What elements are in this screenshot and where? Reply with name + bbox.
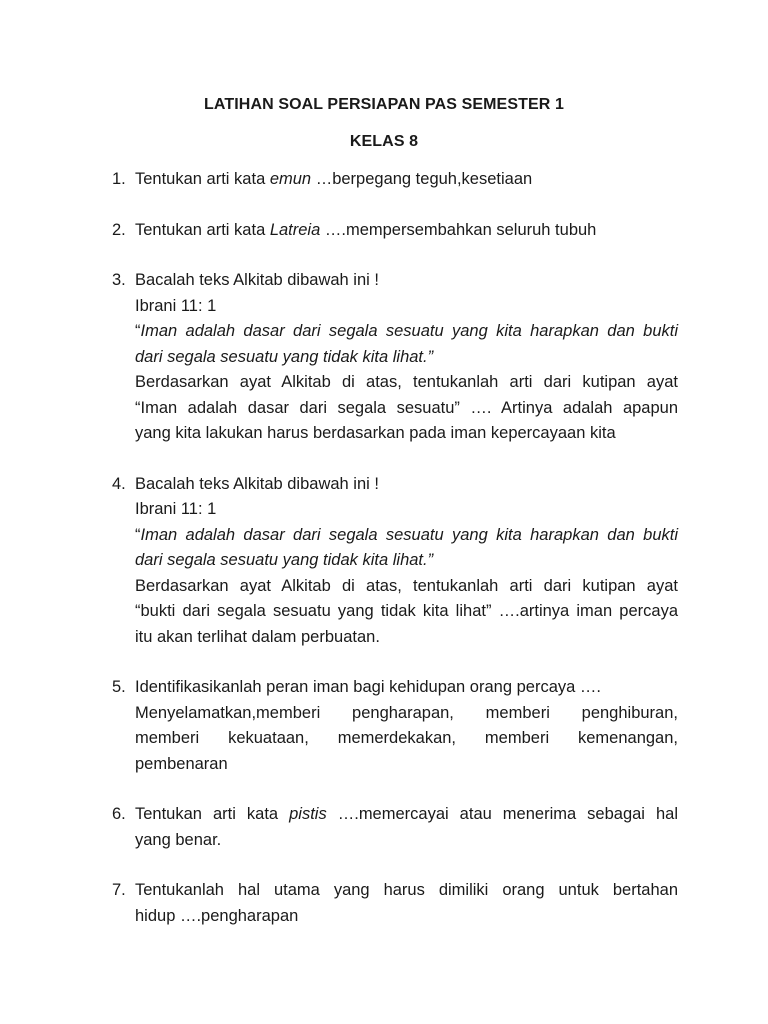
quote-mark: “ — [135, 322, 141, 340]
bible-reference: Ibrani 11: 1 — [135, 500, 217, 518]
bible-reference: Ibrani 11: 1 — [135, 296, 217, 315]
question-body-line: “Iman adalah dasar dari segala sesuatu” …. Artinya adalah apapun — [135, 398, 678, 417]
document-title: LATIHAN SOAL PERSIAPAN PAS SEMESTER 1 — [204, 96, 564, 113]
question-body-line: Berdasarkan ayat Alkitab di atas, tentukanlah arti dari kutipan ayat — [135, 576, 678, 595]
question-prefix: Tentukan arti kata — [135, 170, 270, 188]
document-class-label: KELAS 8 — [349, 133, 419, 150]
question-term: pistis — [289, 805, 327, 823]
question-answer-line: hidup ….pengharapan — [135, 906, 299, 925]
question-answer-line: Menyelamatkan,memberi pengharapan, memberi penghiburan, — [135, 703, 678, 722]
bible-quote-line — [135, 319, 678, 345]
question-number: 7. — [112, 881, 126, 899]
question-answer: ….memercayai atau menerima sebagai hal — [326, 805, 679, 823]
question-body-line: Berdasarkan ayat Alkitab di atas, tentukanlah arti dari kutipan ayat — [135, 373, 678, 391]
question-list — [112, 167, 678, 929]
question-number: 6. — [112, 805, 126, 823]
quote-text: dari segala sesuatu yang tidak kita lihat.” — [135, 347, 434, 366]
question-term: Latreia — [269, 220, 321, 239]
question-item — [112, 268, 678, 447]
question-text — [135, 802, 678, 828]
question-answer: ….mempersembahkan seluruh tubuh — [320, 220, 597, 239]
question-text — [135, 167, 678, 193]
question-lead: Bacalah teks Alkitab dibawah ini ! — [135, 271, 379, 289]
quote-text: dari segala sesuatu yang tidak kita lihat.” — [135, 551, 434, 569]
question-answer-line: pembenaran — [135, 754, 228, 773]
question-item — [112, 167, 678, 193]
question-item — [112, 218, 678, 244]
question-body-line: yang kita lakukan harus berdasarkan pada iman kepercayaan kita — [135, 424, 616, 442]
question-answer: …berpegang teguh,kesetiaan — [311, 170, 533, 188]
question-number: 1. — [112, 170, 126, 188]
quote-mark: “ — [135, 525, 141, 544]
question-prefix: Tentukan arti kata — [135, 805, 290, 823]
question-body-line: itu akan terlihat dalam perbuatan. — [135, 627, 380, 646]
question-item — [112, 472, 678, 651]
quote-text: Iman adalah dasar dari segala sesuatu yang kita harapkan dan bukti — [140, 322, 678, 340]
question-number: 4. — [112, 474, 126, 493]
question-item — [112, 675, 678, 777]
question-number: 5. — [112, 678, 126, 696]
quote-text: Iman adalah dasar dari segala sesuatu yang kita harapkan dan bukti — [140, 525, 678, 544]
bible-quote-line — [135, 523, 678, 549]
question-term: emun — [269, 170, 312, 188]
question-number: 3. — [112, 271, 126, 289]
question-prefix: Tentukan arti kata — [135, 220, 270, 239]
question-answer-line: yang benar. — [135, 830, 222, 849]
bible-quote-line — [135, 345, 678, 371]
question-text: Tentukanlah hal utama yang harus dimiliki orang untuk bertahan — [135, 881, 678, 899]
question-text — [135, 218, 678, 244]
question-body-line: “bukti dari segala sesuatu yang tidak kita lihat” ….artinya iman percaya — [135, 602, 678, 620]
question-text: Identifikasikanlah peran iman bagi kehidupan orang percaya …. — [135, 678, 601, 696]
question-item — [112, 802, 678, 853]
question-answer-line: memberi kekuataan, memerdekakan, memberi kemenangan, — [135, 729, 678, 747]
bible-quote-line — [135, 548, 678, 574]
question-item — [112, 878, 678, 929]
question-number: 2. — [112, 220, 126, 239]
question-lead: Bacalah teks Alkitab dibawah ini ! — [135, 474, 379, 493]
